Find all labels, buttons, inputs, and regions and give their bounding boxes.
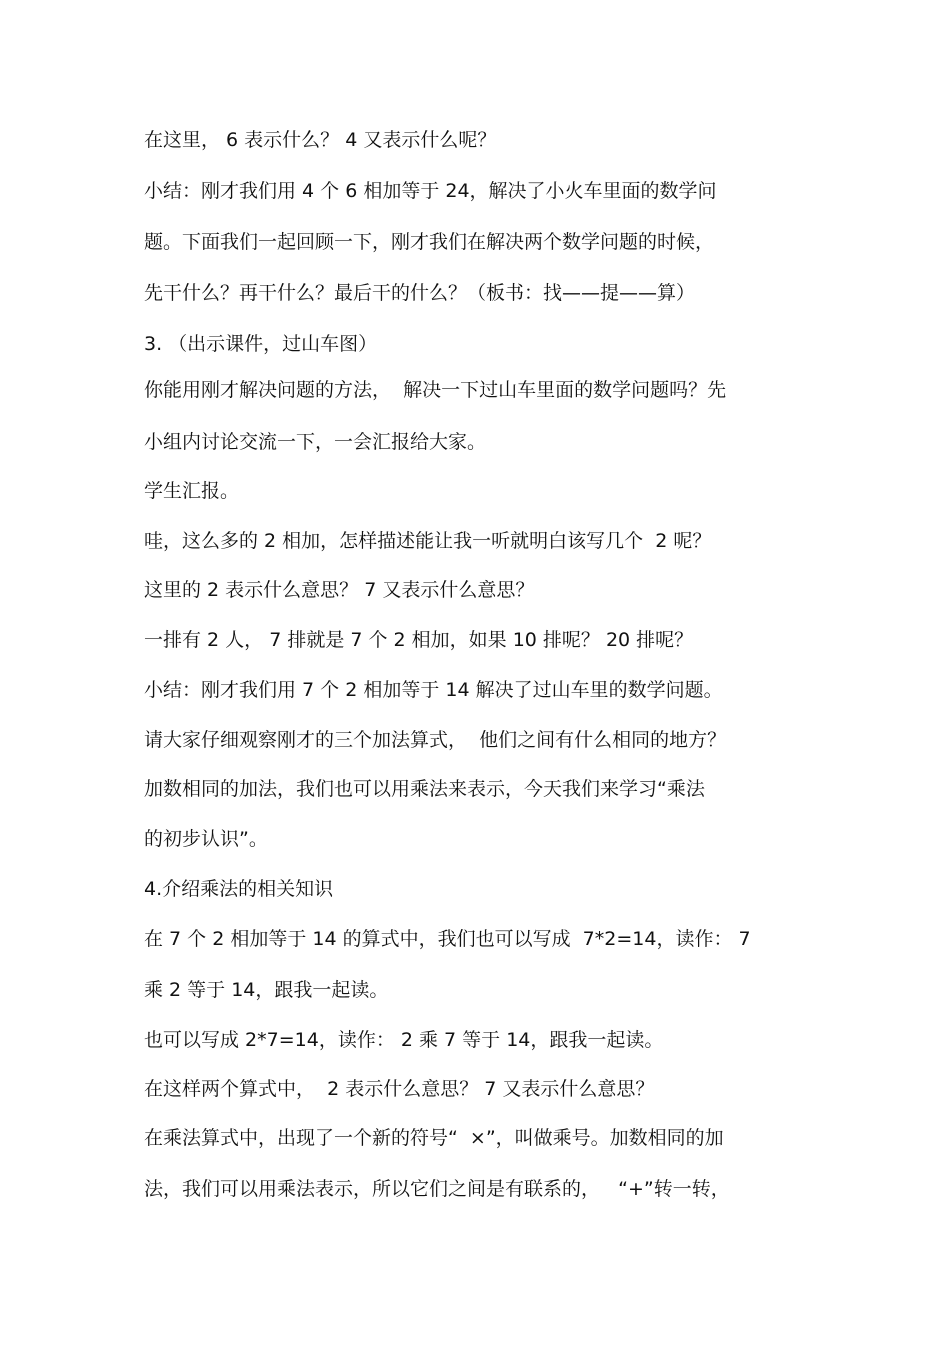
text-line: 你能用刚才解决问题的方法， 解决一下过山车里面的数学问题吗？先 <box>144 379 727 401</box>
text-line: 加数相同的加法，我们也可以用乘法来表示，今天我们来学习“乘法 <box>144 778 705 800</box>
text-line: 的初步认识”。 <box>144 828 268 850</box>
text-line: 哇，这么多的 2 相加，怎样描述能让我一听就明白该写几个 2 呢？ <box>144 530 712 552</box>
text-line: 乘 2 等于 14，跟我一起读。 <box>144 979 389 1001</box>
text-line: 小结：刚才我们用 4 个 6 相加等于 24，解决了小火车里面的数学问 <box>144 180 717 202</box>
text-line: 请大家仔细观察刚才的三个加法算式， 他们之间有什么相同的地方？ <box>144 729 727 751</box>
text-line: 题。下面我们一起回顾一下，刚才我们在解决两个数学问题的时候， <box>144 231 715 253</box>
text-line: 在 7 个 2 相加等于 14 的算式中，我们也可以写成 7*2=14，读作： 7 <box>144 928 751 950</box>
text-line: 小结：刚才我们用 7 个 2 相加等于 14 解决了过山车里的数学问题。 <box>144 679 723 701</box>
text-line: 一排有 2 人， 7 排就是 7 个 2 相加，如果 10 排呢？ 20 排呢？ <box>144 629 694 651</box>
text-line: 学生汇报。 <box>144 480 240 502</box>
text-line: 先干什么？再干什么？最后干的什么？（板书：找——提——算） <box>144 282 696 304</box>
text-line: 也可以写成 2*7=14，读作： 2 乘 7 等于 14，跟我一起读。 <box>144 1029 664 1051</box>
text-line: 法，我们可以用乘法表示，所以它们之间是有联系的， “+”转一转， <box>144 1178 730 1200</box>
section-heading: 3. （出示课件，过山车图） <box>144 333 378 355</box>
text-line: 小组内讨论交流一下，一会汇报给大家。 <box>144 431 487 453</box>
text-line: 这里的 2 表示什么意思？ 7 又表示什么意思？ <box>144 579 535 601</box>
section-heading: 4.介绍乘法的相关知识 <box>144 878 334 900</box>
text-line: 在这里， 6 表示什么？ 4 又表示什么呢？ <box>144 129 497 151</box>
text-line: 在这样两个算式中， 2 表示什么意思？ 7 又表示什么意思？ <box>144 1078 655 1100</box>
text-line: 在乘法算式中，出现了一个新的符号“ ×”，叫做乘号。加数相同的加 <box>144 1127 724 1149</box>
